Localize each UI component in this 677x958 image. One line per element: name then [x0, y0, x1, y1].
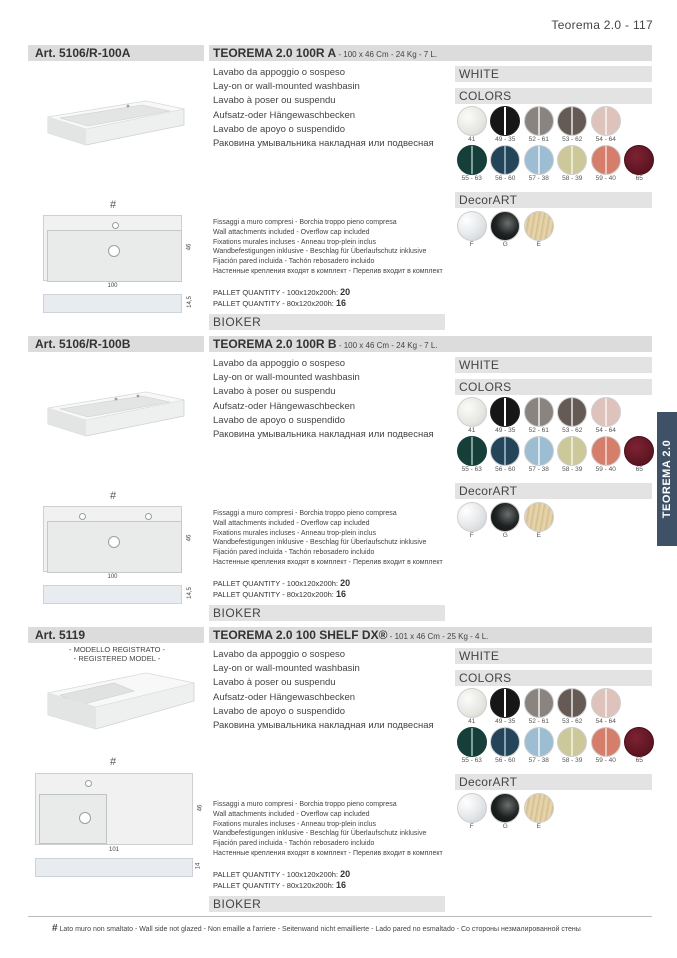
color-swatch[interactable] — [455, 145, 489, 183]
color-swatch-circle — [591, 436, 621, 466]
color-swatch[interactable] — [589, 145, 623, 183]
color-code: 41 — [468, 718, 476, 725]
decor-swatches — [455, 793, 556, 831]
color-code: 57 - 38 — [528, 466, 549, 473]
product-title: TEOREMA 2.0 100R A — [213, 46, 337, 60]
color-swatch-circle — [524, 397, 554, 427]
description-line: Aufsatz-oder Hängewaschbecken — [213, 400, 356, 412]
fixings-line: Fixations murales incluses - Anneau trop-plein inclus — [213, 238, 377, 246]
product-spec: - 100 x 46 Cm - 24 Kg - 7 L. — [336, 341, 438, 350]
fixings-line: Fissaggi a muro compresi - Borchia troppo pieno compresa — [213, 219, 397, 226]
decor-swatches — [455, 211, 556, 249]
color-code: 56 - 60 — [495, 757, 516, 764]
color-swatch-circle — [457, 106, 487, 136]
decor-swatch[interactable] — [522, 502, 556, 540]
color-swatch-circle — [624, 145, 654, 175]
description — [213, 357, 453, 442]
fixings-line: Fijación pared incluida - Tachón rebosadero incluido — [213, 258, 375, 266]
color-code: 54 - 64 — [595, 718, 616, 725]
color-code: 53 - 62 — [562, 718, 583, 725]
color-code: 58 - 39 — [562, 466, 583, 473]
color-swatch-circle — [557, 106, 587, 136]
color-code: 59 - 40 — [595, 757, 616, 764]
fixings-notes — [213, 509, 453, 568]
colors-label[interactable]: COLORS — [455, 88, 652, 104]
decor-swatch[interactable] — [489, 502, 523, 540]
description-line: Lavabo de apoyo o suspendido — [213, 123, 346, 135]
color-swatch[interactable] — [556, 727, 590, 765]
drain-icon — [108, 245, 120, 257]
material-bioker: BIOKER — [209, 896, 445, 912]
color-swatch[interactable] — [489, 436, 523, 474]
color-swatch[interactable] — [522, 436, 556, 474]
tap-hole-icon — [85, 780, 92, 787]
decor-code: G — [502, 241, 508, 248]
fixings-notes — [213, 218, 453, 277]
pallet-value: 16 — [335, 880, 346, 890]
color-swatch[interactable] — [556, 436, 590, 474]
white-finish-label[interactable]: WHITE — [455, 648, 652, 664]
product-title-bar — [209, 627, 652, 643]
color-code: 49 - 35 — [495, 718, 516, 725]
description — [213, 66, 453, 151]
product-title-bar — [209, 45, 652, 61]
color-code: 65 — [635, 175, 643, 182]
pallet-quantity-1 — [213, 578, 350, 589]
pallet-label: PALLET QUANTITY - 100x120x200h: — [213, 288, 341, 297]
decor-swatch[interactable] — [455, 211, 489, 249]
color-swatch[interactable] — [623, 145, 657, 183]
pallet-quantity-2 — [213, 880, 346, 891]
color-swatch[interactable] — [556, 145, 590, 183]
fixings-line: Wandbefestigungen inklusive - Beschlag für Überlaufschutz inklusive — [213, 539, 427, 547]
product-section — [0, 45, 657, 335]
color-swatch[interactable] — [522, 106, 556, 144]
decor-swatch-circle — [490, 211, 520, 241]
description-line: Lavabo à poser ou suspendu — [213, 386, 336, 398]
pallet-quantity-1 — [213, 869, 350, 880]
article-number: Art. 5106/R-100B — [28, 336, 204, 352]
decor-swatch-circle — [457, 502, 487, 532]
pallet-label: PALLET QUANTITY - 80x120x200h: — [213, 590, 336, 599]
color-code: 57 - 38 — [528, 757, 549, 764]
article-number: Art. 5119 — [28, 627, 204, 643]
description-line: Lay-on or wall-mounted washbasin — [213, 81, 360, 93]
description-line: Lavabo da appoggio o sospeso — [213, 67, 346, 78]
depth-dimension: 46 — [186, 534, 193, 542]
color-swatch-circle — [490, 397, 520, 427]
description-line: Aufsatz-oder Hängewaschbecken — [213, 691, 356, 703]
color-swatch-circle — [490, 727, 520, 757]
side-view-drawing — [35, 858, 193, 877]
basin-bowl-outline — [39, 794, 107, 844]
pallet-quantity-1 — [213, 287, 350, 298]
color-swatches — [455, 688, 656, 766]
color-swatch[interactable] — [455, 688, 489, 726]
decor-swatch-circle — [490, 793, 520, 823]
color-swatch-circle — [524, 106, 554, 136]
color-code: 59 - 40 — [595, 466, 616, 473]
decor-code: F — [469, 823, 474, 830]
top-view-drawing — [35, 773, 193, 845]
decor-code: E — [536, 241, 541, 248]
decor-code: G — [502, 823, 508, 830]
fixings-line: Wall attachments included - Overflow cap included — [213, 228, 370, 236]
color-swatch[interactable] — [455, 106, 489, 144]
color-swatch-circle — [490, 688, 520, 718]
description-line: Раковина умывальника накладная или подвесная — [213, 720, 434, 732]
side-view-drawing — [43, 585, 182, 604]
color-swatches — [455, 106, 656, 184]
decor-swatch[interactable] — [522, 793, 556, 831]
pallet-label: PALLET QUANTITY - 100x120x200h: — [213, 870, 341, 879]
side-tab-label: TEOREMA 2.0 — [661, 439, 673, 519]
decor-swatch-circle — [490, 502, 520, 532]
pallet-label: PALLET QUANTITY - 100x120x200h: — [213, 579, 341, 588]
color-swatch[interactable] — [522, 688, 556, 726]
registered-model-note — [52, 646, 182, 663]
description — [213, 648, 453, 733]
color-swatch-circle — [624, 436, 654, 466]
material-bioker: BIOKER — [209, 605, 445, 621]
color-swatch[interactable] — [623, 727, 657, 765]
color-swatch-circle — [524, 436, 554, 466]
footer-hash: # — [52, 923, 58, 934]
pallet-label: PALLET QUANTITY - 80x120x200h: — [213, 299, 336, 308]
fixings-line: Fissaggi a muro compresi - Borchia troppo pieno compresa — [213, 510, 397, 517]
height-dimension: 14 — [195, 862, 202, 870]
decorart-label[interactable]: DecorART — [455, 483, 652, 499]
color-swatch[interactable] — [489, 688, 523, 726]
decorart-label[interactable]: DecorART — [455, 774, 652, 790]
width-dimension: 100 — [107, 283, 118, 289]
color-code: 52 - 61 — [528, 427, 549, 434]
registered-model-line: - REGISTERED MODEL - — [73, 653, 161, 663]
color-swatch-circle — [591, 106, 621, 136]
color-swatch-circle — [490, 436, 520, 466]
decor-swatch[interactable] — [455, 502, 489, 540]
color-swatch-circle — [591, 688, 621, 718]
height-dimension: 14,5 — [186, 296, 193, 308]
page-title: Teorema 2.0 - 117 — [551, 18, 653, 32]
decor-swatch-circle — [524, 502, 554, 532]
color-swatch[interactable] — [589, 727, 623, 765]
colors-label[interactable]: COLORS — [455, 379, 652, 395]
product-image — [46, 99, 186, 154]
color-swatch-circle — [457, 727, 487, 757]
color-code: 58 - 39 — [562, 175, 583, 182]
color-code: 56 - 60 — [495, 466, 516, 473]
white-finish-label[interactable]: WHITE — [455, 66, 652, 82]
wall-side-hash: # — [110, 756, 117, 768]
registered-model-line: - MODELLO REGISTRATO - — [69, 645, 165, 654]
decor-code: F — [469, 532, 474, 539]
decor-swatch-circle — [457, 793, 487, 823]
color-swatch-circle — [557, 397, 587, 427]
color-swatch-circle — [490, 106, 520, 136]
wall-side-hash: # — [110, 199, 117, 211]
color-swatch-circle — [591, 397, 621, 427]
top-view-drawing — [43, 215, 182, 281]
height-dimension: 14,5 — [186, 587, 193, 599]
description-line: Lavabo de apoyo o suspendido — [213, 705, 346, 717]
color-swatch[interactable] — [455, 397, 489, 435]
color-code: 57 - 38 — [528, 175, 549, 182]
decor-code: E — [536, 532, 541, 539]
color-swatch[interactable] — [489, 145, 523, 183]
decor-swatch[interactable] — [455, 793, 489, 831]
color-swatch[interactable] — [589, 106, 623, 144]
drain-icon — [79, 812, 91, 824]
footer-text: Lato muro non smaltato - Wall side not glazed - Non emaille a l'arriere - Seitenwand nicht emaillierte - Lado pared no esmaltado - Со стороны незмалированной стены — [59, 926, 581, 933]
color-swatch[interactable] — [589, 436, 623, 474]
width-dimension: 101 — [109, 847, 120, 853]
side-tab[interactable] — [657, 412, 677, 546]
pallet-quantity-2 — [213, 298, 346, 309]
colors-label[interactable]: COLORS — [455, 670, 652, 686]
color-swatch[interactable] — [556, 397, 590, 435]
color-swatch[interactable] — [589, 397, 623, 435]
product-image — [46, 671, 196, 736]
color-code: 56 - 60 — [495, 175, 516, 182]
drain-icon — [108, 536, 120, 548]
color-swatch-circle — [457, 436, 487, 466]
decor-swatch[interactable] — [522, 211, 556, 249]
color-swatch[interactable] — [522, 397, 556, 435]
decorart-label[interactable]: DecorART — [455, 192, 652, 208]
color-code: 53 - 62 — [562, 427, 583, 434]
description-line: Lavabo da appoggio o sospeso — [213, 649, 346, 660]
color-code: 59 - 40 — [595, 175, 616, 182]
color-code: 52 - 61 — [528, 136, 549, 143]
color-swatch-circle — [591, 145, 621, 175]
color-swatch[interactable] — [556, 106, 590, 144]
top-view-drawing — [43, 506, 182, 572]
pallet-value: 20 — [340, 578, 351, 588]
tap-hole-icon — [79, 513, 86, 520]
decor-swatch-circle — [524, 211, 554, 241]
decor-code: G — [502, 532, 508, 539]
footer-note — [52, 923, 581, 934]
fixings-line: Fijación pared incluida - Tachón rebosadero incluido — [213, 549, 375, 557]
product-section — [0, 627, 657, 917]
description-line: Lavabo à poser ou suspendu — [213, 677, 336, 689]
pallet-label: PALLET QUANTITY - 80x120x200h: — [213, 881, 336, 890]
color-swatch-circle — [524, 145, 554, 175]
color-code: 55 - 63 — [461, 757, 482, 764]
fixings-line: Настенные крепления входят в комплект - Перелив входит в комплект — [213, 267, 443, 275]
color-code: 65 — [635, 466, 643, 473]
color-swatch-circle — [457, 145, 487, 175]
fixings-line: Fixations murales incluses - Anneau trop-plein inclus — [213, 529, 377, 537]
tap-hole-icon — [112, 222, 119, 229]
color-swatch-circle — [557, 727, 587, 757]
color-swatch[interactable] — [522, 145, 556, 183]
decor-swatch[interactable] — [489, 793, 523, 831]
color-swatch-circle — [591, 727, 621, 757]
product-image — [46, 390, 186, 445]
color-swatch[interactable] — [489, 106, 523, 144]
decor-swatch-circle — [457, 211, 487, 241]
article-number: Art. 5106/R-100A — [28, 45, 204, 61]
decor-swatch[interactable] — [489, 211, 523, 249]
color-swatch[interactable] — [556, 688, 590, 726]
width-dimension: 100 — [107, 574, 118, 580]
color-code: 49 - 35 — [495, 136, 516, 143]
fixings-line: Настенные крепления входят в комплект - Перелив входит в комплект — [213, 849, 443, 857]
decor-code: F — [469, 241, 474, 248]
description-line: Aufsatz-oder Hängewaschbecken — [213, 109, 356, 121]
fixings-notes — [213, 800, 453, 859]
color-swatch[interactable] — [455, 436, 489, 474]
color-swatch-circle — [490, 145, 520, 175]
color-swatch-circle — [624, 727, 654, 757]
description-line: Раковина умывальника накладная или подвесная — [213, 429, 434, 441]
color-swatch-circle — [557, 145, 587, 175]
color-code: 41 — [468, 427, 476, 434]
color-swatch-circle — [524, 688, 554, 718]
fixings-line: Wall attachments included - Overflow cap included — [213, 810, 370, 818]
fixings-line: Wandbefestigungen inklusive - Beschlag für Überlaufschutz inklusive — [213, 248, 427, 256]
color-code: 54 - 64 — [595, 427, 616, 434]
color-code: 52 - 61 — [528, 718, 549, 725]
product-title: TEOREMA 2.0 100R B — [213, 337, 337, 351]
color-code: 49 - 35 — [495, 427, 516, 434]
product-spec: - 100 x 46 Cm - 24 Kg - 7 L. — [336, 50, 438, 59]
color-code: 58 - 39 — [562, 757, 583, 764]
color-code: 53 - 62 — [562, 136, 583, 143]
pallet-quantity-2 — [213, 589, 346, 600]
description-line: Lavabo de apoyo o suspendido — [213, 414, 346, 426]
pallet-value: 20 — [340, 869, 351, 879]
description-line: Lay-on or wall-mounted washbasin — [213, 663, 360, 675]
description-line: Lay-on or wall-mounted washbasin — [213, 372, 360, 384]
color-swatch-circle — [457, 397, 487, 427]
color-swatch-circle — [557, 436, 587, 466]
color-code: 55 - 63 — [461, 175, 482, 182]
fixings-line: Настенные крепления входят в комплект - Перелив входит в комплект — [213, 558, 443, 566]
color-swatch[interactable] — [455, 727, 489, 765]
decor-swatch-circle — [524, 793, 554, 823]
product-section — [0, 336, 657, 626]
color-swatch-circle — [457, 688, 487, 718]
pallet-value: 16 — [335, 298, 346, 308]
color-code: 65 — [635, 757, 643, 764]
decor-swatches — [455, 502, 556, 540]
wall-side-hash: # — [110, 490, 117, 502]
side-view-drawing — [43, 294, 182, 313]
color-swatch-circle — [557, 688, 587, 718]
description-line: Lavabo da appoggio o sospeso — [213, 358, 346, 369]
tap-hole-icon — [145, 513, 152, 520]
color-code: 41 — [468, 136, 476, 143]
color-code: 55 - 63 — [461, 466, 482, 473]
fixings-line: Fixations murales incluses - Anneau trop-plein inclus — [213, 820, 377, 828]
color-swatch[interactable] — [489, 397, 523, 435]
pallet-value: 20 — [340, 287, 351, 297]
product-title: TEOREMA 2.0 100 SHELF DX® — [213, 628, 388, 642]
color-swatch[interactable] — [623, 436, 657, 474]
fixings-line: Fissaggi a muro compresi - Borchia troppo pieno compresa — [213, 801, 397, 808]
description-line: Lavabo à poser ou suspendu — [213, 95, 336, 107]
fixings-line: Fijación pared incluida - Tachón rebosadero incluido — [213, 840, 375, 848]
color-swatch[interactable] — [522, 727, 556, 765]
color-swatch[interactable] — [589, 688, 623, 726]
fixings-line: Wall attachments included - Overflow cap included — [213, 519, 370, 527]
color-swatch-circle — [524, 727, 554, 757]
color-swatches — [455, 397, 656, 475]
footer-divider — [28, 916, 652, 917]
color-code: 54 - 64 — [595, 136, 616, 143]
fixings-line: Wandbefestigungen inklusive - Beschlag für Überlaufschutz inklusive — [213, 830, 427, 838]
white-finish-label[interactable]: WHITE — [455, 357, 652, 373]
decor-code: E — [536, 823, 541, 830]
depth-dimension: 46 — [186, 243, 193, 251]
description-line: Раковина умывальника накладная или подвесная — [213, 138, 434, 150]
color-swatch[interactable] — [489, 727, 523, 765]
material-bioker: BIOKER — [209, 314, 445, 330]
product-spec: - 101 x 46 Cm - 25 Kg - 4 L. — [387, 632, 489, 641]
depth-dimension: 46 — [197, 804, 204, 812]
product-title-bar — [209, 336, 652, 352]
pallet-value: 16 — [335, 589, 346, 599]
